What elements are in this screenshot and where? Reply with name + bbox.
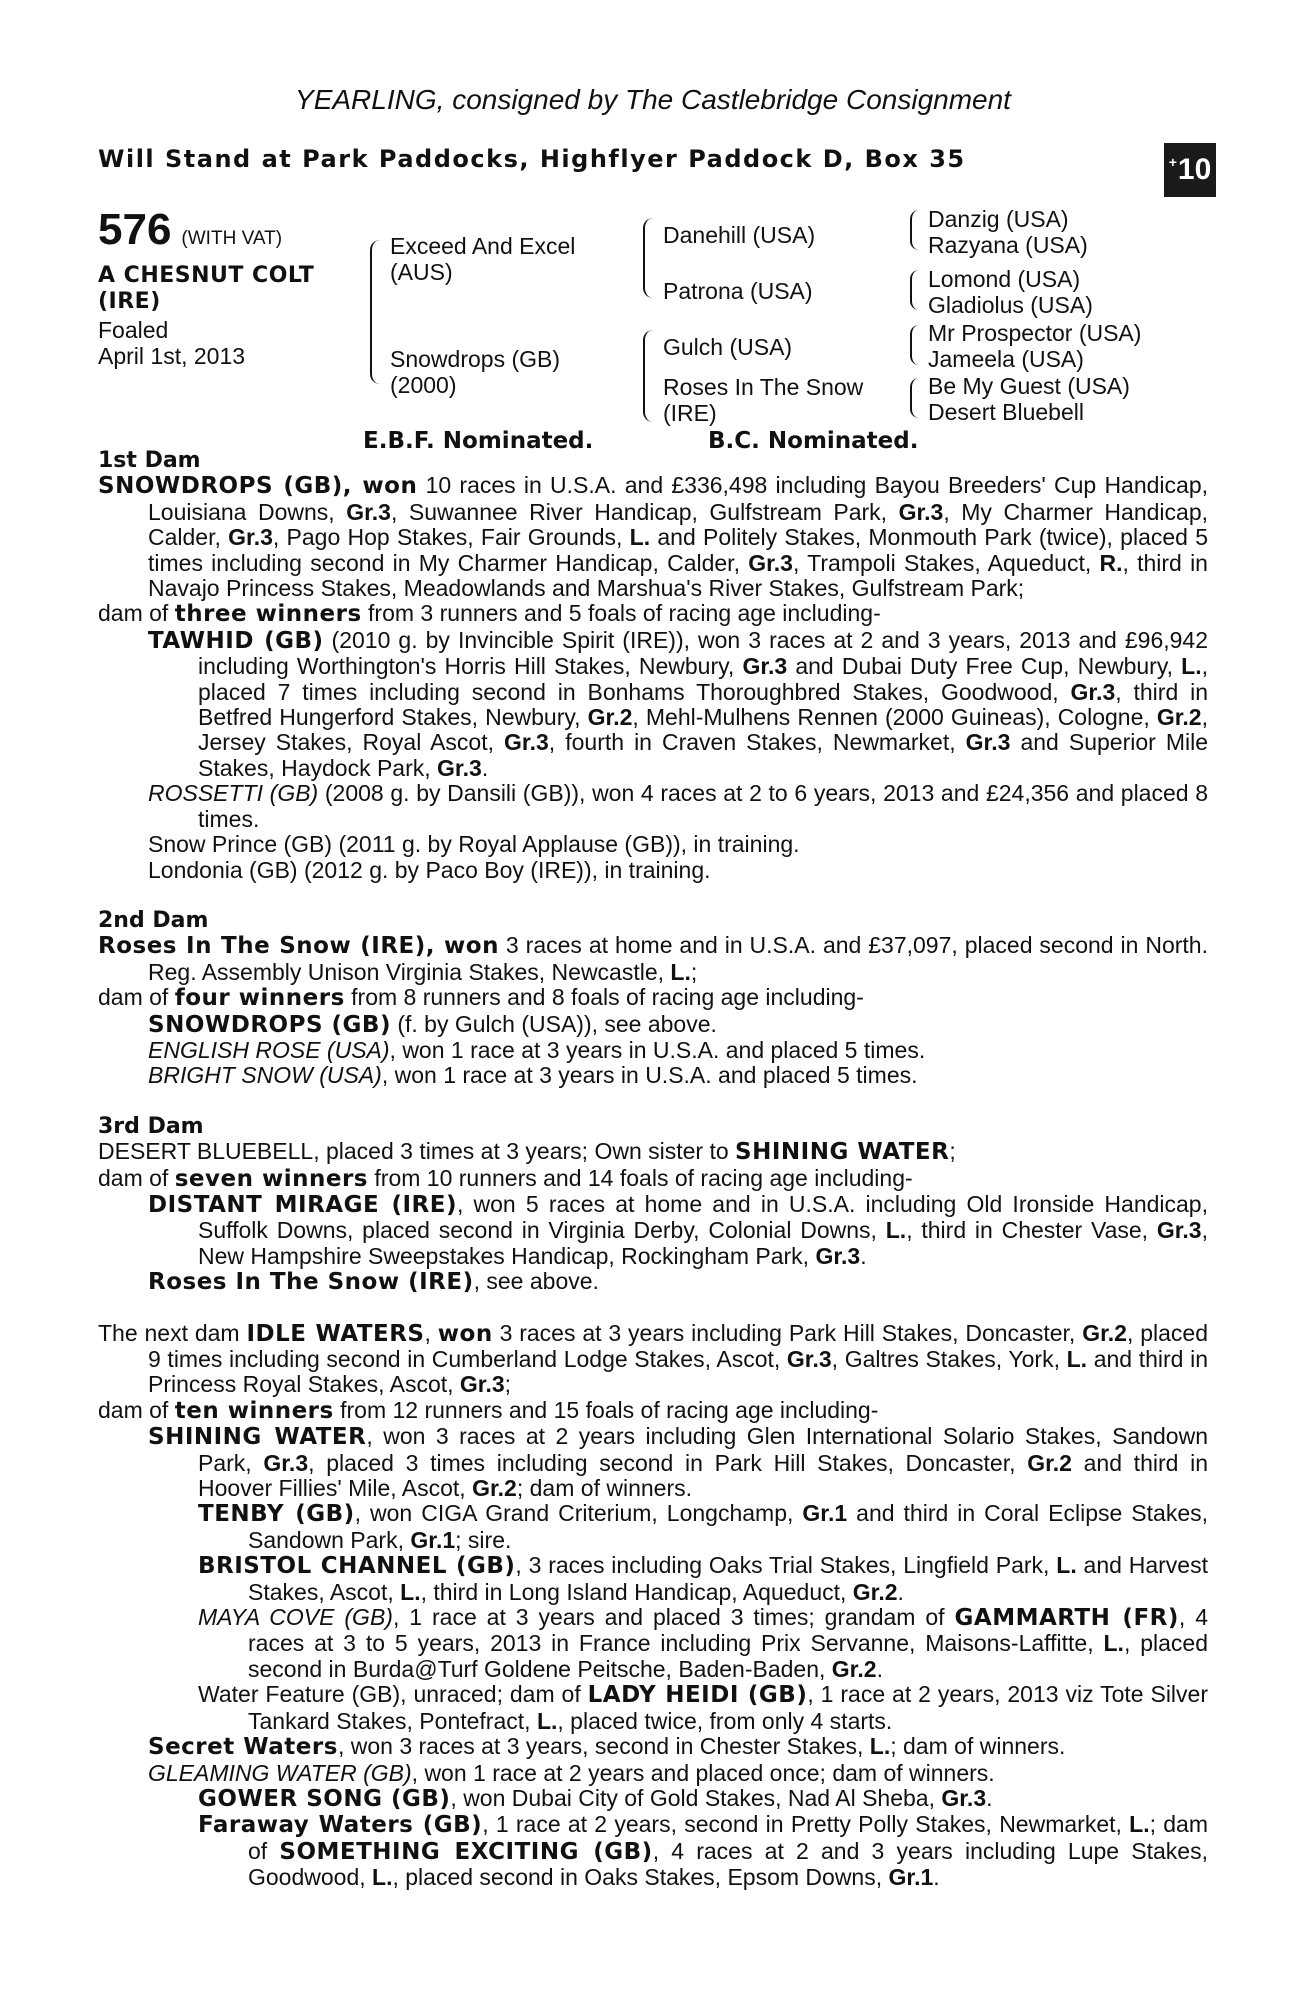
progeny-entry: SNOWDROPS (GB) (f. by Gulch (USA)), see above. — [148, 1010, 717, 1038]
progeny-entry: TENBY (GB), won CIGA Grand Criterium, Longchamp, Gr.1 and third in Coral Eclipse Stakes, Sandown Park, Gr.1; sire. — [198, 1500, 1208, 1553]
first-dam-record: SNOWDROPS (GB), won 10 races in U.S.A. and £336,498 including Bayou Breeders' Cup Handicap, Louisiana Downs, Gr.3, Suwannee River Handicap, Gulfstream Park, Gr.3, My Charmer Handicap, Calder, Gr.3, Pago Hop Stakes, Fair Grounds, L. and Politely Stakes, Monmouth Park (twice), placed 5 times including second in My Charmer Handicap, Calder, Gr.3, Trampoli Stakes, Aqueduct, R., third in Navajo Princess Stakes, Meadowlands and Marshua's River Stakes, Gulfstream Park; — [98, 472, 1209, 602]
progeny-entry: GOWER SONG (GB), won Dubai City of Gold Stakes, Nad Al Sheba, Gr.3. — [198, 1784, 993, 1812]
bc-nomination: B.C. Nominated. — [708, 428, 919, 454]
pedigree-brace — [643, 330, 653, 422]
pedigree-sire-sire: Danehill (USA) — [663, 222, 816, 248]
pedigree-third-gen: Danzig (USA) Razyana (USA) — [928, 206, 1088, 258]
pedigree-dam: Snowdrops (GB) (2000) — [390, 346, 561, 398]
lot-number: 576 (WITH VAT) — [98, 205, 283, 254]
third-dam-record: DESERT BLUEBELL, placed 3 times at 3 years; Own sister to SHINING WATER; — [98, 1138, 956, 1166]
section-heading: 1st Dam — [98, 448, 201, 473]
progeny-entry: MAYA COVE (GB), 1 race at 3 years and placed 3 times; grandam of GAMMARTH (FR), 4 races at 3 to 5 years, 2013 in France including Prix Servanne, Maisons-Laffitte, L., placed second in Burda@Turf Goldene Peitsche, Baden-Baden, Gr.2. — [198, 1604, 1209, 1682]
pedigree-brace — [643, 218, 653, 298]
badge-number: 10 — [1177, 153, 1212, 186]
progeny-entry: GLEAMING WATER (GB), won 1 race at 2 years and placed once; dam of winners. — [148, 1759, 995, 1786]
stand-location: Will Stand at Park Paddocks, Highflyer Paddock D, Box 35 — [98, 145, 966, 173]
pedigree-third-gen: Lomond (USA) Gladiolus (USA) — [928, 266, 1093, 318]
progeny-entry: ROSSETTI (GB) (2008 g. by Dansili (GB)), won 4 races at 2 to 6 years, 2013 and £24,356 and placed 8 times. — [148, 780, 1208, 832]
session-badge — [1164, 143, 1216, 197]
progeny-entry: Londonia (GB) (2012 g. by Paco Boy (IRE)), in training. — [148, 856, 711, 883]
dam-of-line: dam of three winners from 3 runners and 5 foals of racing age including- — [98, 600, 881, 628]
progeny-entry: Roses In The Snow (IRE), see above. — [148, 1268, 599, 1296]
pedigree-dam-dam: Roses In The Snow (IRE) — [663, 374, 864, 426]
consignor-line: YEARLING, consigned by The Castlebridge Consignment — [295, 84, 1011, 115]
foaled-date: Foaled April 1st, 2013 — [98, 317, 246, 369]
pedigree-brace — [910, 325, 919, 365]
pedigree-brace — [910, 378, 919, 418]
pedigree-third-gen: Be My Guest (USA) Desert Bluebell — [928, 373, 1130, 425]
second-dam-record: Roses In The Snow (IRE), won 3 races at home and in U.S.A. and £37,097, placed second in North. Reg. Assembly Unison Virginia Stakes, Newcastle, L.; — [98, 932, 1208, 985]
progeny-entry: TAWHID (GB) (2010 g. by Invincible Spirit (IRE)), won 3 races at 2 and 3 years, 2013 and £96,942 including Worthington's Horris Hill Stakes, Newbury, Gr.3 and Dubai Duty Free Cup, Newbury, L., placed 7 times including second in Bonhams Thoroughbred Stakes, Goodwood, Gr.3, third in Betfred Hungerford Stakes, Newbury, Gr.2, Mehl-Mulhens Rennen (2000 Guineas), Cologne, Gr.2, Jersey Stakes, Royal Ascot, Gr.3, fourth in Craven Stakes, Newmarket, Gr.3 and Superior Mile Stakes, Haydock Park, Gr.3. — [148, 626, 1209, 781]
section-heading: 2nd Dam — [98, 907, 209, 933]
progeny-entry: Secret Waters, won 3 races at 3 years, second in Chester Stakes, L.; dam of winners. — [148, 1733, 1066, 1761]
section-heading: 3rd Dam — [98, 1113, 204, 1139]
badge-mark: + — [1168, 154, 1177, 170]
pedigree-third-gen: Mr Prospector (USA) Jameela (USA) — [928, 320, 1142, 372]
dam-of-line: dam of ten winners from 12 runners and 15 foals of racing age including- — [98, 1396, 879, 1424]
progeny-entry: ENGLISH ROSE (USA), won 1 race at 3 years in U.S.A. and placed 5 times. — [148, 1036, 926, 1063]
lot-description: A CHESNUT COLT (IRE) — [98, 263, 315, 314]
progeny-entry: BRISTOL CHANNEL (GB), 3 races including Oaks Trial Stakes, Lingfield Park, L. and Harvest Stakes, Ascot, L., third in Long Island Handicap, Aqueduct, Gr.2. — [198, 1552, 1208, 1605]
pedigree-sire: Exceed And Excel (AUS) — [390, 233, 576, 285]
progeny-entry: Snow Prince (GB) (2011 g. by Royal Applause (GB)), in training. — [148, 831, 800, 858]
progeny-entry: BRIGHT SNOW (USA), won 1 race at 3 years in U.S.A. and placed 5 times. — [148, 1062, 918, 1089]
ebf-nomination: E.B.F. Nominated. — [363, 428, 594, 454]
pedigree-brace — [910, 270, 919, 310]
progeny-entry: Water Feature (GB), unraced; dam of LADY HEIDI (GB), 1 race at 2 years, 2013 viz Tote Silver Tankard Stakes, Pontefract, L., placed twice, from only 4 starts. — [198, 1681, 1208, 1734]
pedigree-dam-sire: Gulch (USA) — [663, 334, 793, 360]
next-dam-record: The next dam IDLE WATERS, won 3 races at 3 years including Park Hill Stakes, Doncaster, Gr.2, placed 9 times including second in Cumberland Lodge Stakes, Ascot, Gr.3, Galtres Stakes, York, L. and third in Princess Royal Stakes, Ascot, Gr.3; — [98, 1319, 1208, 1398]
produce-record — [98, 448, 1208, 1891]
dam-of-line: dam of four winners from 8 runners and 8 foals of racing age including- — [98, 984, 864, 1012]
progeny-entry: Faraway Waters (GB), 1 race at 2 years, second in Pretty Polly Stakes, Newmarket, L.; dam of SOMETHING EXCITING (GB), 4 races at 2 and 3 years including Lupe Stakes, Goodwood, L., placed second in Oaks Stakes, Epsom Downs, Gr.1. — [198, 1811, 1208, 1891]
pedigree-sire-dam: Patrona (USA) — [663, 278, 813, 304]
pedigree-brace — [910, 210, 919, 250]
progeny-entry: SHINING WATER, won 3 races at 2 years including Glen International Solario Stakes, Sandown Park, Gr.3, placed 3 times including second in Park Hill Stakes, Doncaster, Gr.2 and third in Hoover Fillies' Mile, Ascot, Gr.2; dam of winners. — [148, 1423, 1208, 1502]
progeny-entry: DISTANT MIRAGE (IRE), won 5 races at home and in U.S.A. including Old Ironside Handicap, Suffolk Downs, placed second in Virginia Derby, Colonial Downs, L., third in Chester Vase, Gr.3, New Hampshire Sweepstakes Handicap, Rockingham Park, Gr.3. — [148, 1190, 1208, 1269]
vat-label: (WITH VAT) — [181, 228, 283, 249]
dam-of-line: dam of seven winners from 10 runners and 14 foals of racing age including- — [98, 1164, 913, 1192]
pedigree-brace — [370, 240, 380, 384]
